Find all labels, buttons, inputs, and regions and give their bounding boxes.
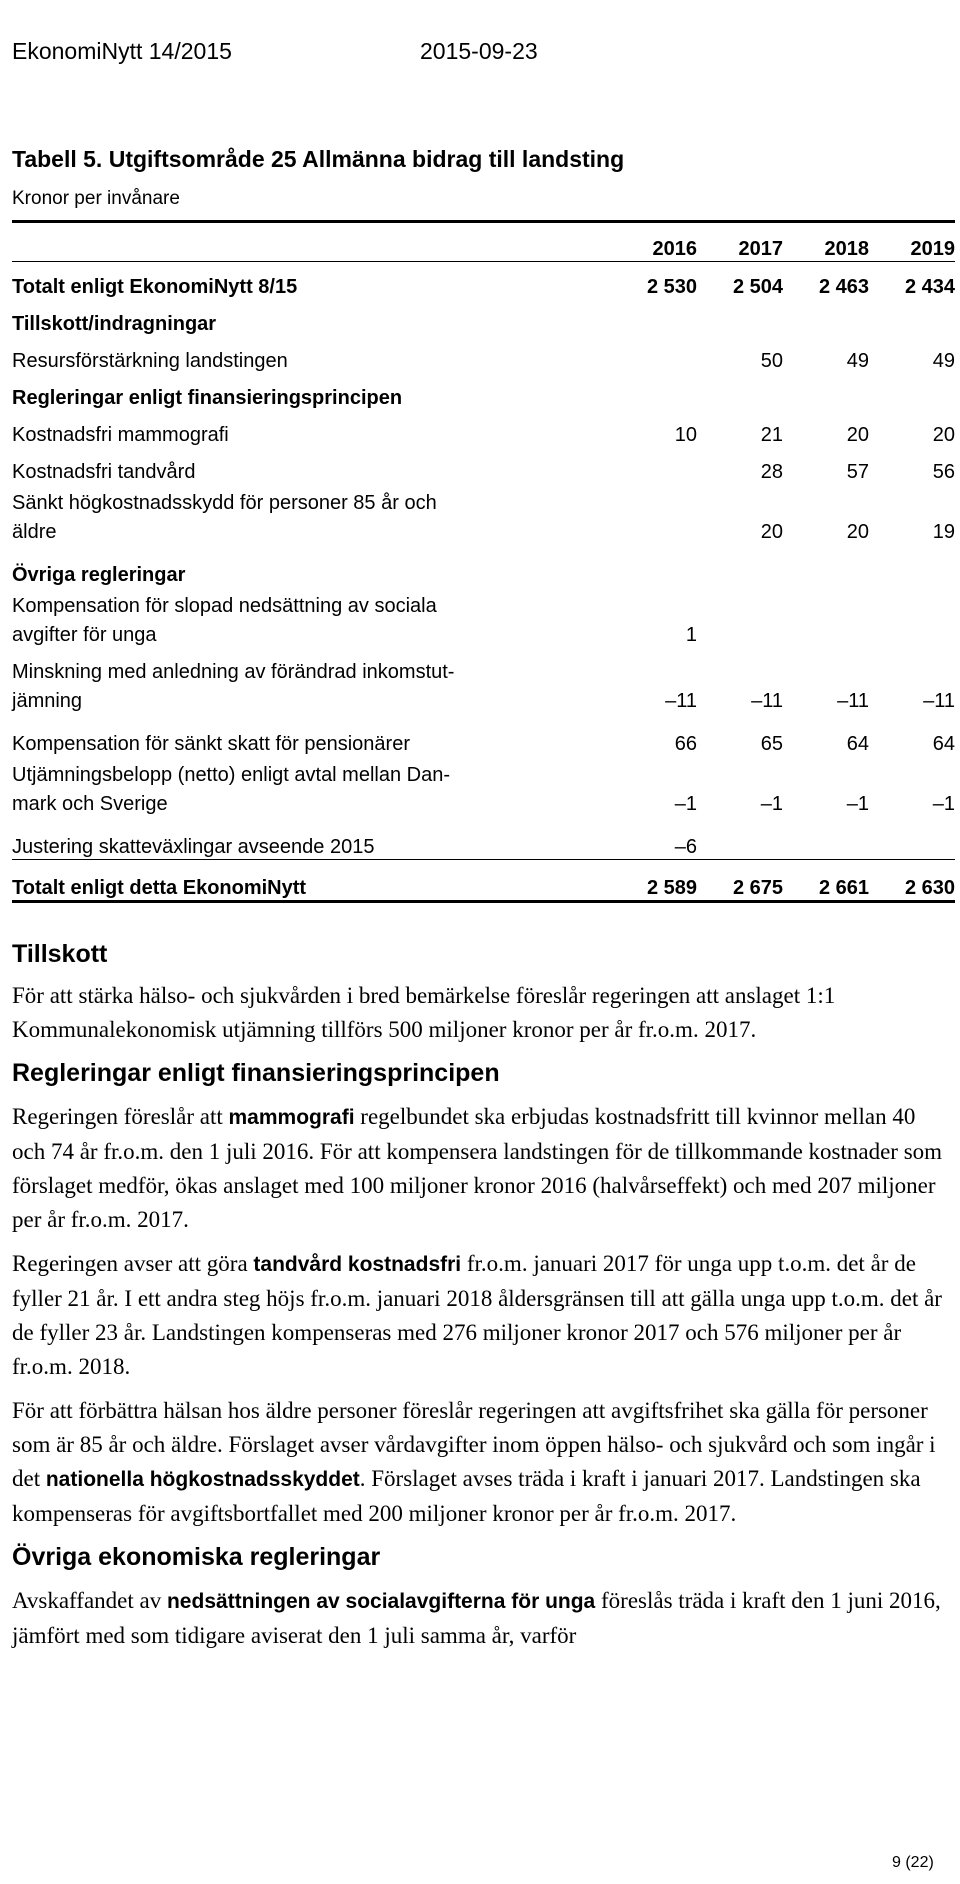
paragraph	[12, 1247, 952, 1384]
row-value	[869, 299, 955, 336]
row-value	[783, 373, 869, 410]
row-label-line: äldre	[12, 521, 57, 543]
row-label: Justering skatteväxlingar avseende 2015	[12, 836, 375, 858]
row-value: –6	[674, 836, 697, 858]
year-header: 2016	[611, 222, 697, 262]
row-label: Regleringar enligt finansieringsprincipen	[12, 387, 403, 409]
paragraph	[12, 1100, 952, 1237]
row-value: 49	[846, 350, 869, 372]
row-label-line: Utjämningsbelopp (netto) enligt avtal mellan Dan-	[12, 764, 451, 786]
paragraph	[12, 1584, 952, 1653]
body-content	[12, 940, 952, 1653]
row-label	[12, 653, 611, 719]
row-label: Kompensation för sänkt skatt för pensionärer	[12, 733, 410, 755]
year-header: 2017	[697, 222, 783, 262]
row-value	[869, 550, 955, 587]
row-value: 2 661	[783, 860, 869, 902]
budget-table	[12, 220, 955, 903]
paragraph: För att stärka hälso- och sjukvården i bred bemärkelse föreslår regeringen att anslaget 1:1 Kommunalekonomisk utjämning tillförs 500 miljoner kronor per år fr.o.m. 2017.	[12, 983, 836, 1042]
table-header-row	[12, 222, 955, 262]
row-value: 21	[760, 424, 783, 446]
section-heading-tillskott: Tillskott	[12, 940, 108, 968]
publication-name: EkonomiNytt 14/2015	[12, 38, 232, 64]
section-heading-ovriga: Övriga ekonomiska regleringar	[12, 1543, 381, 1571]
row-label-line: Minskning med anledning av förändrad inkomstut-	[12, 661, 455, 683]
row-value	[783, 299, 869, 336]
row-value	[783, 822, 869, 860]
row-label-line: Kompensation för slopad nedsättning av sociala	[12, 595, 437, 617]
table-header-blank	[12, 222, 611, 262]
row-value: 1	[685, 624, 697, 646]
row-value	[611, 373, 697, 410]
text-run: Avskaffandet av	[12, 1588, 167, 1613]
row-value	[697, 822, 783, 860]
row-label-line: avgifter för unga	[12, 624, 157, 646]
row-value: –11	[923, 690, 955, 712]
table-row	[12, 336, 955, 373]
row-value: 20	[846, 424, 869, 446]
row-value: 50	[760, 350, 783, 372]
page-header	[12, 38, 538, 65]
table-row	[12, 262, 955, 300]
table-row	[12, 484, 955, 550]
row-label-line: mark och Sverige	[12, 793, 168, 815]
text-run: regelbundet ska erbjudas kostnadsfritt till kvinnor mellan 40 och 74 år fr.o.m. den 1 juli 2016. För att kompensera landstingen för de tillkommande kostnader som förslaget medför, ökas anslaget med 100 miljoner kronor 2016 (halvårseffekt) och med 207 miljoner per år fr.o.m. 2017.	[12, 1104, 943, 1232]
row-value	[611, 484, 697, 550]
row-label: Kostnadsfri tandvård	[12, 461, 196, 483]
row-value: 66	[674, 733, 697, 755]
row-value: –11	[837, 690, 869, 712]
row-value	[783, 587, 869, 653]
row-value: 20	[846, 521, 869, 543]
row-value	[697, 299, 783, 336]
table-row	[12, 822, 955, 860]
table-row	[12, 719, 955, 756]
row-label: Tillskott/indragningar	[12, 313, 217, 335]
text-run: Regeringen föreslår att	[12, 1104, 229, 1129]
row-value: 2 504	[732, 276, 783, 298]
row-value: 19	[932, 521, 955, 543]
row-value: 28	[760, 461, 783, 483]
row-value: 56	[932, 461, 955, 483]
emphasis: nedsättningen av socialavgifterna för unga	[166, 1590, 596, 1613]
table-row	[12, 410, 955, 447]
section-heading-regleringar: Regleringar enligt finansieringsprincipen	[12, 1059, 500, 1087]
row-value	[697, 587, 783, 653]
year-header: 2018	[783, 222, 869, 262]
row-label: Kostnadsfri mammografi	[12, 424, 229, 446]
page-number: 9 (22)	[892, 1854, 934, 1871]
row-value: 20	[932, 424, 955, 446]
table-row	[12, 756, 955, 822]
paragraph	[12, 1394, 952, 1531]
year-header: 2019	[869, 222, 955, 262]
row-label: Totalt enligt detta EkonomiNytt	[12, 860, 611, 902]
text-run: Regeringen avser att göra	[12, 1251, 254, 1276]
row-value	[869, 587, 955, 653]
row-value: 2 675	[697, 860, 783, 902]
table-row	[12, 447, 955, 484]
row-value: 2 463	[818, 276, 869, 298]
table-row	[12, 587, 955, 653]
table-row	[12, 373, 955, 410]
row-value	[783, 550, 869, 587]
row-value	[697, 550, 783, 587]
text-run: . Förslaget avses träda i kraft i januari 2017. Landstingen ska kompenseras för avgiftsbortfallet med 200 miljoner kronor per år fr.o.m. 2017.	[12, 1466, 921, 1526]
emphasis: tandvård kostnadsfri	[253, 1253, 462, 1276]
emphasis: nationella högkostnadsskyddet	[45, 1468, 360, 1491]
row-value	[869, 822, 955, 860]
row-value: 65	[760, 733, 783, 755]
row-value	[697, 373, 783, 410]
row-value	[611, 447, 697, 484]
row-value: 57	[846, 461, 869, 483]
row-value: 2 630	[869, 860, 955, 902]
row-value: 64	[846, 733, 869, 755]
row-value: 2 530	[646, 276, 697, 298]
row-label: Totalt enligt EkonomiNytt 8/15	[12, 276, 298, 298]
row-value: –1	[932, 793, 955, 815]
row-label-line: jämning	[12, 690, 83, 712]
row-label: Övriga regleringar	[12, 564, 186, 586]
row-value: 64	[932, 733, 955, 755]
row-value: 2 589	[611, 860, 697, 902]
row-label	[12, 587, 611, 653]
row-value	[611, 550, 697, 587]
publication-date: 2015-09-23	[420, 38, 538, 64]
row-value: –1	[846, 793, 869, 815]
table-title: Tabell 5. Utgiftsområde 25 Allmänna bidrag till landsting	[12, 146, 625, 172]
table-subtitle: Kronor per invånare	[12, 188, 180, 209]
row-value	[611, 299, 697, 336]
table-row	[12, 550, 955, 587]
row-value: –1	[760, 793, 783, 815]
row-value	[869, 373, 955, 410]
row-value: –11	[751, 690, 783, 712]
row-value: 2 434	[904, 276, 955, 298]
row-value	[611, 336, 697, 373]
table-row	[12, 299, 955, 336]
text-run: fr.o.m. januari 2017 för unga upp t.o.m. det år de fyller 21 år. I ett andra steg höjs fr.o.m. januari 2018 åldersgränsen till att gälla unga upp t.o.m. det år de fyller 23 år. Landstingen kompenseras med 276 miljoner kronor 2017 och 576 miljoner per år fr.o.m. 2018.	[12, 1251, 942, 1379]
row-value: 49	[932, 350, 955, 372]
row-value: –11	[665, 690, 697, 712]
text-run: För att förbättra hälsan hos äldre personer föreslår regeringen att avgiftsfrihet ska gälla för personer som är 85 år och äldre. Förslaget avser vårdavgifter inom öppen hälso- och sjukvård och som ingår i det	[12, 1398, 936, 1491]
text-run: föreslås träda i kraft den 1 juni 2016, jämfört med som tidigare aviserat den 1 juli samma år, varför	[12, 1588, 941, 1648]
table-row	[12, 653, 955, 719]
table-total-row	[12, 860, 955, 902]
row-value: 20	[760, 521, 783, 543]
row-value: 10	[674, 424, 697, 446]
row-label: Resursförstärkning landstingen	[12, 350, 288, 372]
row-value: –1	[674, 793, 697, 815]
row-label	[12, 484, 611, 550]
emphasis: mammografi	[228, 1106, 355, 1129]
row-label-line: Sänkt högkostnadsskydd för personer 85 år och	[12, 492, 437, 514]
row-label	[12, 756, 611, 822]
